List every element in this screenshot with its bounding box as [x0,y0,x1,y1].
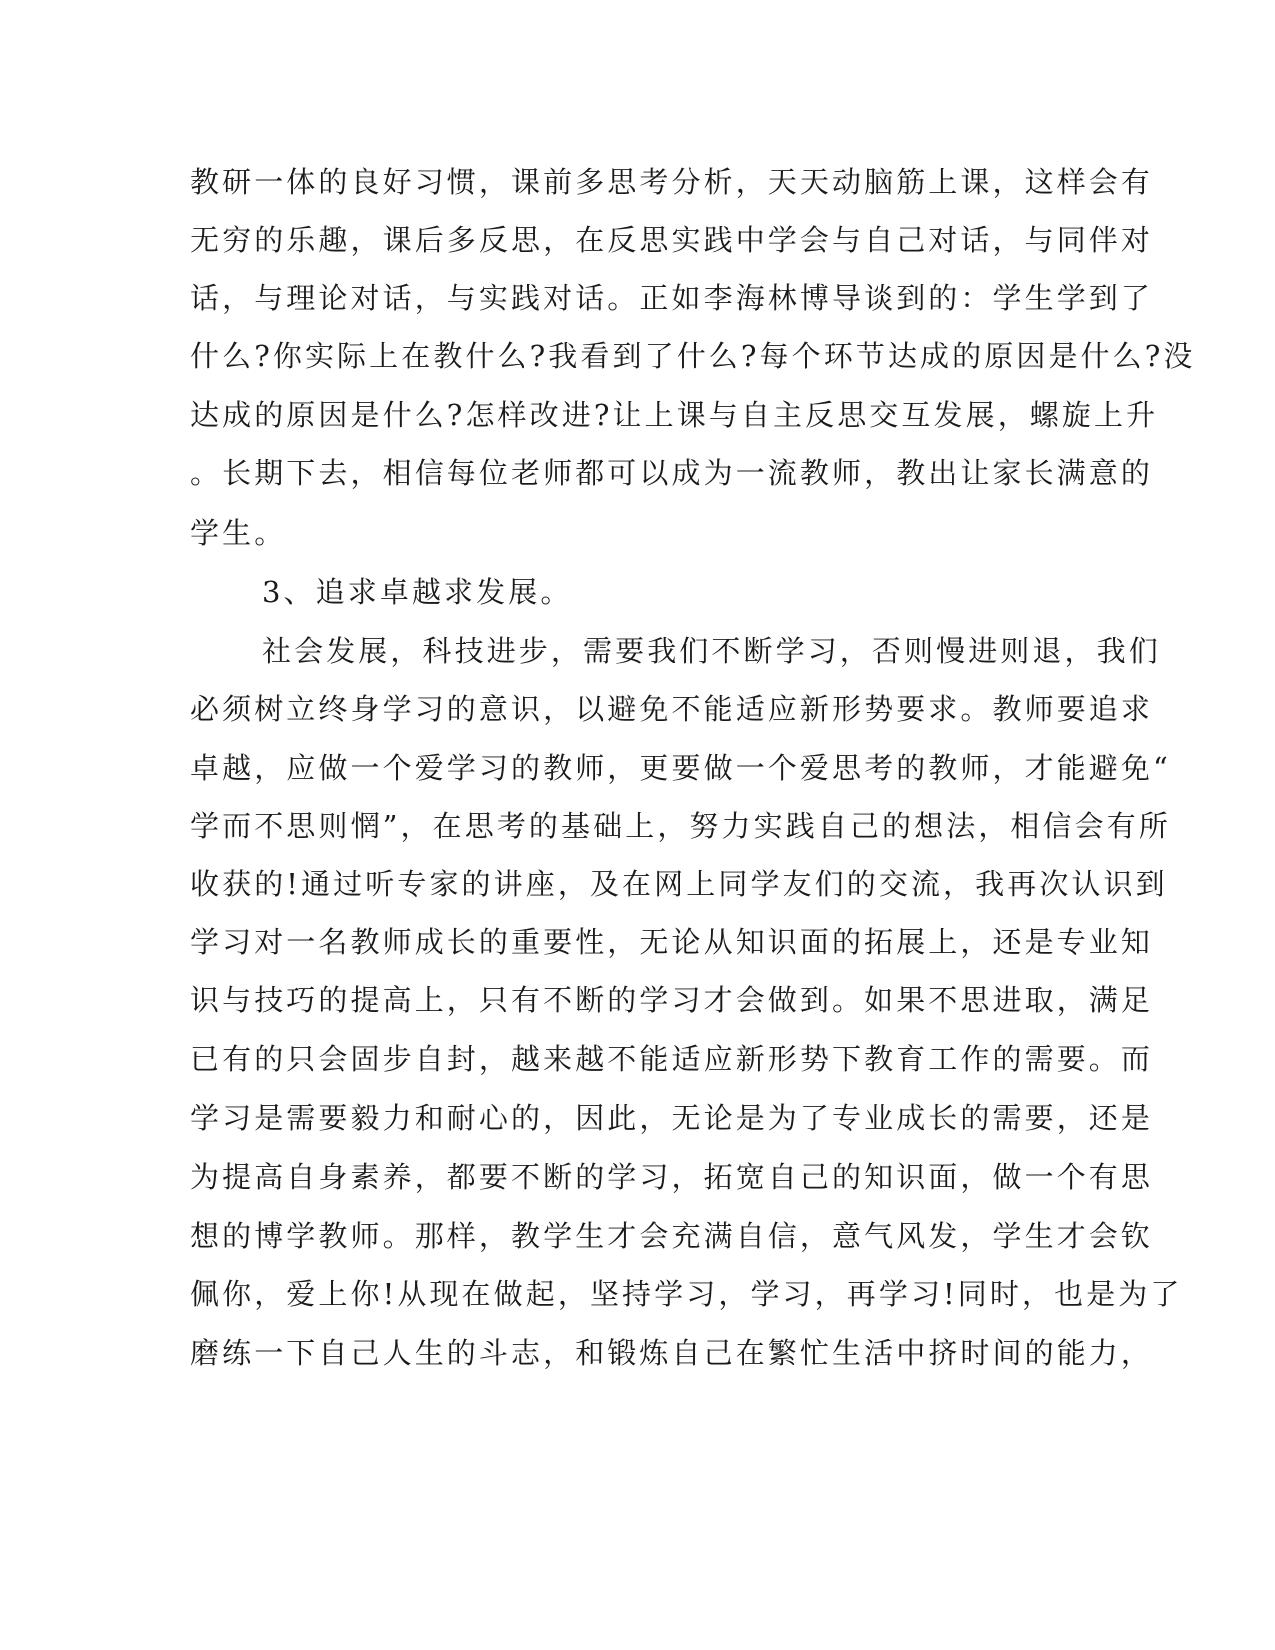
text-line: 达成的原因是什么?怎样改进?让上课与自主反思交互发展，螺旋上升 [190,398,1159,432]
text-line: 已有的只会固步自封，越来越不能适应新形势下教育工作的需要。而 [190,1042,1154,1076]
text-line: 卓越，应做一个爱学习的教师，更要做一个爱思考的教师，才能避免“ [190,751,1171,785]
text-line: 为提高自身素养，都要不断的学习，拓宽自己的知识面，做一个有思 [190,1160,1154,1194]
text-line: 识与技巧的提高上，只有不断的学习才会做到。如果不思进取，满足 [190,983,1154,1017]
text-line: 什么?你实际上在教什么?我看到了什么?每个环节达成的原因是什么?没 [190,339,1196,373]
text-line: 学习对一名教师成长的重要性，无论从知识面的拓展上，还是专业知 [190,925,1154,959]
section-heading: 3、追求卓越求发展。 [262,575,573,609]
paragraph-first-line: 社会发展，科技进步，需要我们不断学习，否则慢进则退，我们 [262,634,1161,668]
text-line: 学生。 [190,516,287,550]
text-line: 学而不思则惘”，在思考的基础上，努力实践自己的想法，相信会有所 [190,809,1171,843]
text-line: 想的博学教师。那样，教学生才会充满自信，意气风发，学生才会钦 [190,1219,1154,1253]
text-line: 无穷的乐趣，课后多反思，在反思实践中学会与自己对话，与同伴对 [190,223,1154,257]
text-line: 学习是需要毅力和耐心的，因此，无论是为了专业成长的需要，还是 [190,1101,1154,1135]
text-line: 必须树立终身学习的意识，以避免不能适应新形势要求。教师要追求 [190,692,1154,726]
text-line: 磨练一下自己人生的斗志，和锻炼自己在繁忙生活中挤时间的能力， [190,1336,1154,1370]
text-line: 话，与理论对话，与实践对话。正如李海林博导谈到的：学生学到了 [190,281,1154,315]
text-line: 。长期下去，相信每位老师都可以成为一流教师，教出让家长满意的 [190,456,1154,490]
text-line: 收获的!通过听专家的讲座，及在网上同学友们的交流，我再次认识到 [190,867,1168,901]
text-line: 佩你，爱上你!从现在做起，坚持学习，学习，再学习!同时，也是为了 [190,1277,1183,1311]
text-line: 教研一体的良好习惯，课前多思考分析，天天动脑筋上课，这样会有 [190,165,1154,199]
